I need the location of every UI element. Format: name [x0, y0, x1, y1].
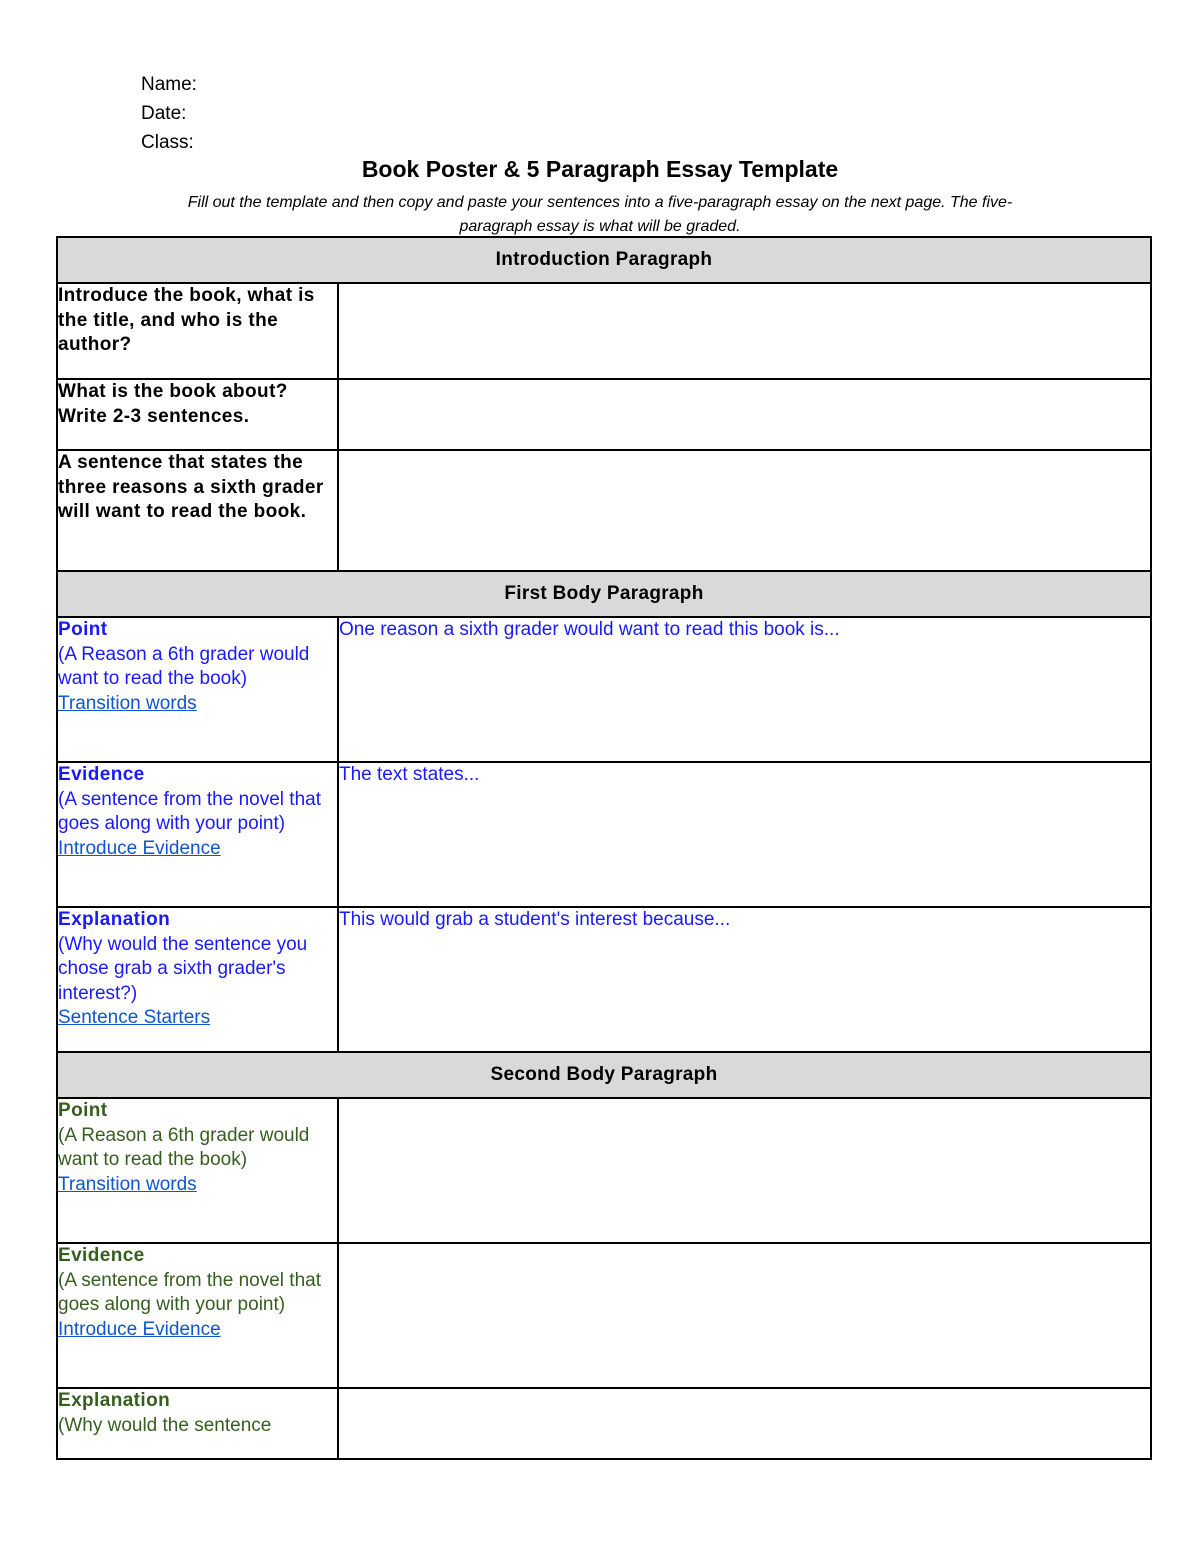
table-row [57, 450, 1151, 571]
student-info [141, 70, 197, 157]
transition-words-link[interactable]: Transition words [58, 692, 197, 714]
explanation-answer-cell[interactable]: This would grab a student's interest because... [338, 907, 1151, 1052]
point-label: Point [58, 619, 108, 640]
prompt-text: Introduce the book, what is the title, and who is the author? [58, 285, 315, 356]
section-title: First Body Paragraph [57, 571, 1151, 617]
prompt-cell [57, 283, 338, 379]
introduce-evidence-link[interactable]: Introduce Evidence [58, 1318, 221, 1340]
date-label: Date: [141, 103, 187, 124]
section-title: Introduction Paragraph [57, 237, 1151, 283]
evidence-description: (A sentence from the novel that goes along with your point) [58, 1269, 321, 1316]
prompt-text: What is the book about? Write 2-3 sentences. [58, 381, 288, 427]
introduce-evidence-link[interactable]: Introduce Evidence [58, 837, 221, 859]
answer-cell[interactable] [338, 450, 1151, 571]
instructions-line-1: Fill out the template and then copy and paste your sentences into a five-paragraph essay on the next page. The five- [187, 194, 1013, 211]
prompt-cell [57, 450, 338, 571]
evidence-label: Evidence [58, 764, 145, 785]
point-answer-cell[interactable]: One reason a sixth grader would want to read this book is... [338, 617, 1151, 762]
prompt-text: A sentence that states the three reasons a sixth grader will want to read the book. [58, 452, 324, 523]
point-description: (A Reason a 6th grader would want to read the book) [58, 1124, 310, 1171]
explanation-description: (Why would the sentence [58, 1414, 272, 1436]
explanation-description: (Why would the sentence you chose grab a sixth grader's interest?) [58, 933, 308, 1004]
section-header-introduction [57, 237, 1151, 283]
instructions [140, 191, 1060, 239]
prompt-cell [57, 379, 338, 450]
table-row [57, 283, 1151, 379]
evidence-label-cell [57, 1243, 338, 1388]
point-label-cell [57, 1098, 338, 1243]
evidence-answer-cell[interactable] [338, 1243, 1151, 1388]
explanation-label-cell [57, 1388, 338, 1459]
point-answer-cell[interactable] [338, 1098, 1151, 1243]
explanation-label-cell [57, 907, 338, 1052]
evidence-description: (A sentence from the novel that goes along with your point) [58, 788, 321, 835]
explanation-label: Explanation [58, 1390, 171, 1411]
section-title: Second Body Paragraph [57, 1052, 1151, 1098]
evidence-label: Evidence [58, 1245, 145, 1266]
section-header-second-body [57, 1052, 1151, 1098]
explanation-answer-cell[interactable] [338, 1388, 1151, 1459]
table-row [57, 907, 1151, 1052]
table-row [57, 1098, 1151, 1243]
table-row [57, 379, 1151, 450]
table-row [57, 1243, 1151, 1388]
table-row [57, 762, 1151, 907]
transition-words-link[interactable]: Transition words [58, 1173, 197, 1195]
evidence-label-cell [57, 762, 338, 907]
name-label: Name: [141, 74, 197, 95]
table-row [57, 1388, 1151, 1459]
point-label-cell [57, 617, 338, 762]
evidence-answer-cell[interactable]: The text states... [338, 762, 1151, 907]
instructions-line-2: paragraph essay is what will be graded. [459, 218, 741, 235]
answer-cell[interactable] [338, 379, 1151, 450]
page-title: Book Poster & 5 Paragraph Essay Template [361, 156, 839, 182]
table-row [57, 617, 1151, 762]
point-description: (A Reason a 6th grader would want to read the book) [58, 643, 310, 690]
answer-cell[interactable] [338, 283, 1151, 379]
class-label: Class: [141, 132, 194, 153]
sentence-starters-link[interactable]: Sentence Starters [58, 1007, 211, 1029]
section-header-first-body [57, 571, 1151, 617]
essay-template-table [56, 236, 1152, 1460]
explanation-label: Explanation [58, 909, 171, 930]
point-label: Point [58, 1100, 108, 1121]
